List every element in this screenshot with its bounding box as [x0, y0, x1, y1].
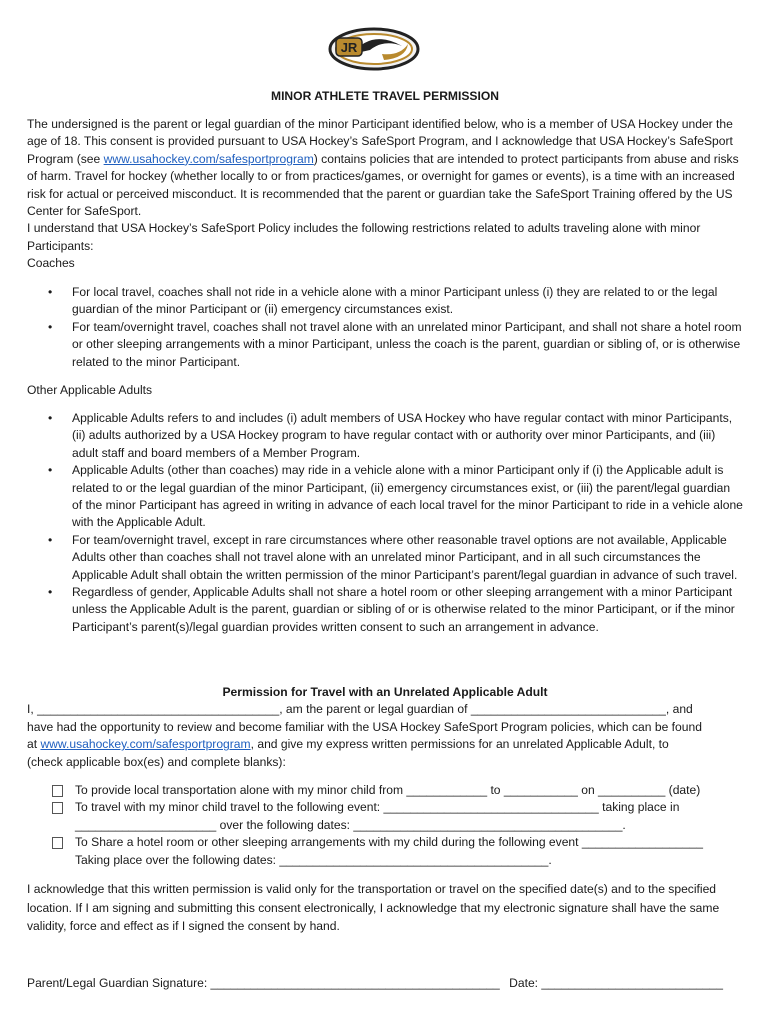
signature-label[interactable]: Parent/Legal Guardian Signature: ___________________________________________	[27, 976, 500, 990]
option-event-travel: To travel with my minor child travel to the following event: ________________________________ taking place in _____________________ over the following dates: ________________________________________.	[27, 799, 743, 834]
other-adults-list	[27, 410, 743, 636]
list-item: • Applicable Adults (other than coaches) may ride in a vehicle alone with a minor Participant only if (i) the Applicable adult is related to or the legal guardian of the minor Participant, (ii) emergency circumstances exist, or (iii) the parent/legal guardian of the minor Participant has agreed in writing in advance of each local travel for the minor Participant to ride in a vehicle alone with the Applicable Adult.	[48, 463, 743, 530]
document-title: MINOR ATHLETE TRAVEL PERMISSION	[271, 89, 499, 103]
other-adults-section	[27, 410, 743, 636]
intro-text-b: ) contains policies that are intended to protect participants from abuse and risks of harm. Travel for hockey (whether locally to or from practices/games, or overnight for games or events), is a time with an increased risk for actual or perceived misconduct. It is recommended that the parent or guardian take the SafeSport Training offered by the US Center for SafeSport.	[27, 151, 739, 219]
check-instructions: (check applicable box(es) and complete blanks):	[27, 754, 286, 769]
date-label[interactable]: Date: ___________________________	[509, 976, 724, 990]
bullet-icon: •	[48, 285, 53, 299]
coaches-list	[27, 284, 743, 371]
bullet-icon: •	[48, 463, 53, 478]
guardian-line: I, ____________________________________, am the parent or legal guardian of _____________________________, and	[27, 702, 693, 717]
acknowledgement-paragraph: I acknowledge that this written permission is valid only for the transportation or travel on the specified date(s) and to the specified location. If I am signing and submitting this consent electronically, I acknowledge that my electronic signature shall have the same validity, force and effect as if I signed the consent by hand.	[27, 882, 720, 934]
permission-options	[27, 782, 743, 869]
option-local-transport: To provide local transportation alone with my minor child from ____________ to ___________ on __________ (date)	[27, 782, 743, 799]
event-travel-checkbox[interactable]	[52, 802, 63, 814]
option-share-room: To Share a hotel room or other sleeping arrangements with my child during the following event __________________ Taking place over the following dates: ________________________________________.	[27, 834, 743, 869]
list-item: • Regardless of gender, Applicable Adults shall not share a hotel room or other sleeping arrangement with a minor Participant unless the Applicable Adult is the parent, guardian or sibling of or is otherwise related to the minor Participant, or if the minor Participant’s parent(s)/legal guardian provides written consent to such an arrangement in advance.	[48, 585, 735, 634]
jr-ducks-logo	[322, 24, 422, 74]
list-item: • For local travel, coaches shall not ride in a vehicle alone with a minor Participant unless (i) they are related to or the legal guardian of the minor Participant or (ii) emergency circumstances exist.	[48, 285, 718, 317]
intro-section	[27, 116, 743, 273]
intro-paragraph	[27, 116, 743, 220]
safesport-link[interactable]: www.usahockey.com/safesportprogram	[103, 151, 314, 166]
share-room-checkbox[interactable]	[52, 837, 63, 849]
coaches-heading: Coaches	[27, 256, 75, 271]
permission-heading: Permission for Travel with an Unrelated Applicable Adult	[222, 685, 548, 699]
restrictions-paragraph: I understand that USA Hockey’s SafeSport Policy includes the following restrictions related to adults traveling alone with minor Participants:	[27, 221, 701, 253]
intro-text-a: The undersigned is the parent or legal guardian of the minor Participant identified below, who is a member of USA Hockey under the age of 18. This consent is provided pursuant to USA Hockey’s SafeSport Program, and I acknowledge that USA Hockey’s SafeSport Program (see	[27, 117, 733, 166]
signature-line	[27, 975, 743, 992]
logo-text: JR	[340, 40, 358, 55]
safesport-link-2[interactable]: www.usahockey.com/safesportprogram	[40, 737, 251, 752]
list-item: • For team/overnight travel, except in rare circumstances where other reasonable travel options are not available, Applicable Adults other than coaches shall not travel alone with an unrelated minor Participant, and in all such circumstances the Applicable Adult shall obtain the written permission of the minor Participant’s parent/legal guardian in advance of such travel.	[48, 532, 738, 582]
review-line: have had the opportunity to review and become familiar with the USA Hockey SafeSport Program policies, which can be found	[27, 719, 702, 734]
express-permission-line: at www.usahockey.com/safesportprogram, and give my express written permissions for an unrelated Applicable Adult, to	[27, 737, 669, 752]
bullet-icon: •	[48, 585, 53, 600]
permission-section	[27, 684, 743, 771]
local-transport-checkbox[interactable]	[52, 785, 63, 797]
list-item: • Applicable Adults refers to and includes (i) adult members of USA Hockey who have regular contact with minor Participants, (ii) adults authorized by a USA Hockey program to have regular contact with or authority over minor Participants, and (iii) adult staff and board members of a Member Program.	[48, 411, 733, 460]
bullet-icon: •	[48, 319, 53, 334]
bullet-icon: •	[48, 411, 53, 425]
coaches-section	[27, 284, 743, 371]
other-adults-heading: Other Applicable Adults	[27, 383, 153, 397]
list-item: • For team/overnight travel, coaches shall not travel alone with an unrelated minor Participant, and shall not share a hotel room or other sleeping arrangements with a minor Participant, unless the coach is the parent, guardian or sibling of, or is otherwise related to the minor Participant.	[48, 319, 742, 369]
bullet-icon: •	[48, 532, 53, 547]
